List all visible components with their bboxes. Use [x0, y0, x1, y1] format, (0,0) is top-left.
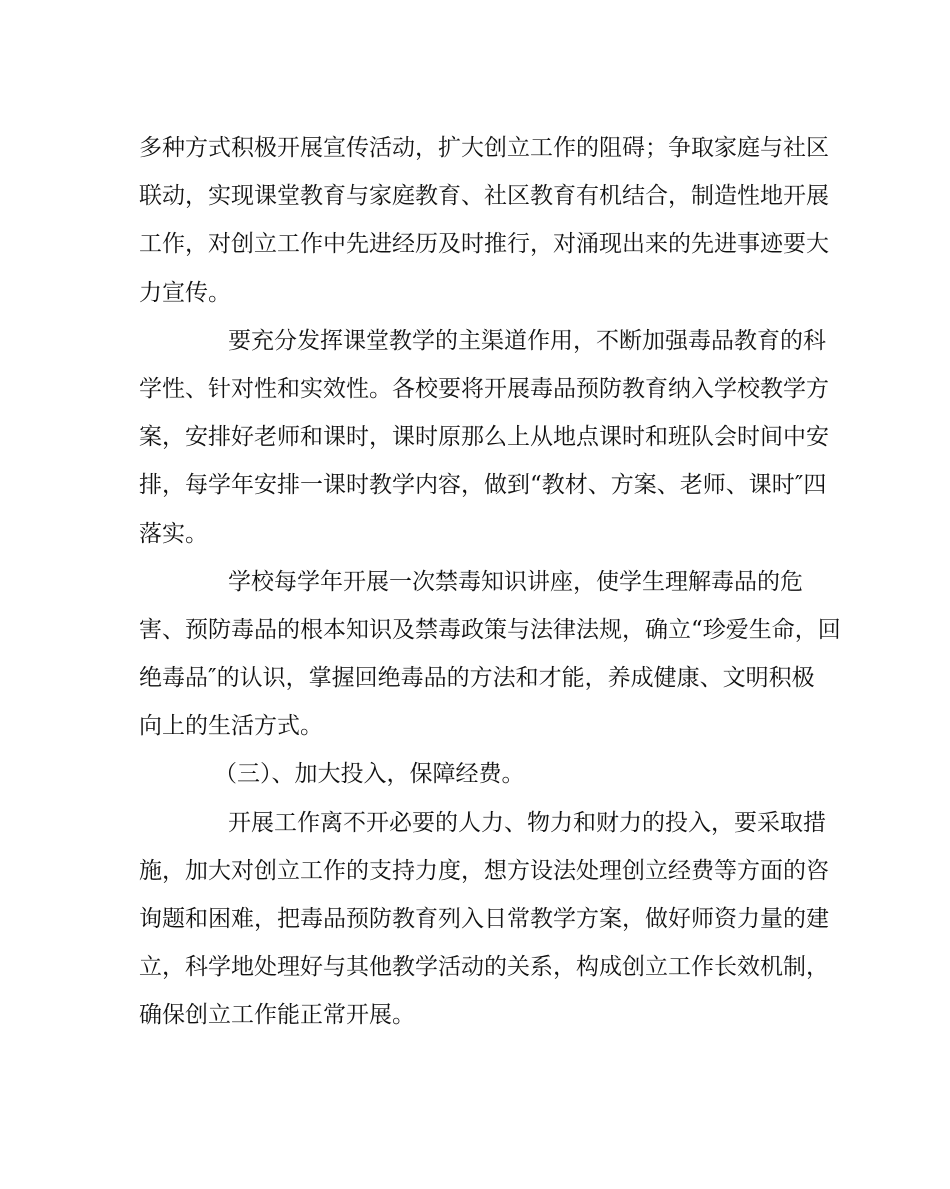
text-line: 案，安排好老师和课时，课时原那么上从地点课时和班队会时间中安	[139, 424, 829, 451]
text-line: 多种方式积极开展宣传活动，扩大创立工作的阻碍；争取家庭与社区	[139, 135, 829, 161]
text-line: 要充分发挥课堂教学的主渠道作用，不断加强毒品教育的科	[228, 327, 826, 354]
paragraph-4	[139, 799, 829, 1040]
text-line: 学校每学年开展一次禁毒知识讲座，使学生理解毒品的危	[228, 568, 803, 595]
paragraph-2	[139, 317, 829, 558]
document-body	[139, 124, 841, 1040]
text-line: 确保创立工作能正常开展。	[139, 1002, 415, 1029]
paragraph-3	[139, 558, 841, 751]
text-line: 工作，对创立工作中先进经历及时推行，对涌现出来的先进事迹要大	[139, 231, 829, 258]
text-line: 绝毒品″的认识，掌握回绝毒品的方法和才能，养成健康、文明积极	[139, 665, 815, 692]
text-line: 联动，实现课堂教育与家庭教育、社区教育有机结合，制造性地开展	[139, 183, 829, 210]
text-line: 开展工作离不开必要的人力、物力和财力的投入，要采取措	[228, 809, 826, 836]
text-line: 学性、针对性和实效性。各校要将开展毒品预防教育纳入学校教学方	[139, 375, 829, 402]
paragraph-1	[139, 124, 829, 317]
text-line: 向上的生活方式。	[139, 713, 323, 740]
text-line: 排，每学年安排一课时教学内容，做到“教材、方案、老师、课时″四	[139, 472, 827, 499]
text-line: 施，加大对创立工作的支持力度，想方设法处理创立经费等方面的咨	[139, 857, 829, 884]
text-line: 力宣传。	[139, 279, 231, 306]
heading-text: （三）、加大投入，保障经费。	[214, 761, 525, 788]
text-line: 立，科学地处理好与其他教学活动的关系，构成创立工作长效机制，	[139, 954, 829, 981]
text-line: 询题和困难，把毒品预防教育列入日常教学方案，做好师资力量的建	[139, 906, 829, 932]
section-heading	[139, 750, 811, 798]
text-line: 害、预防毒品的根本知识及禁毒政策与法律法规，确立“珍爱生命，回	[139, 616, 841, 643]
text-line: 落实。	[139, 520, 208, 547]
